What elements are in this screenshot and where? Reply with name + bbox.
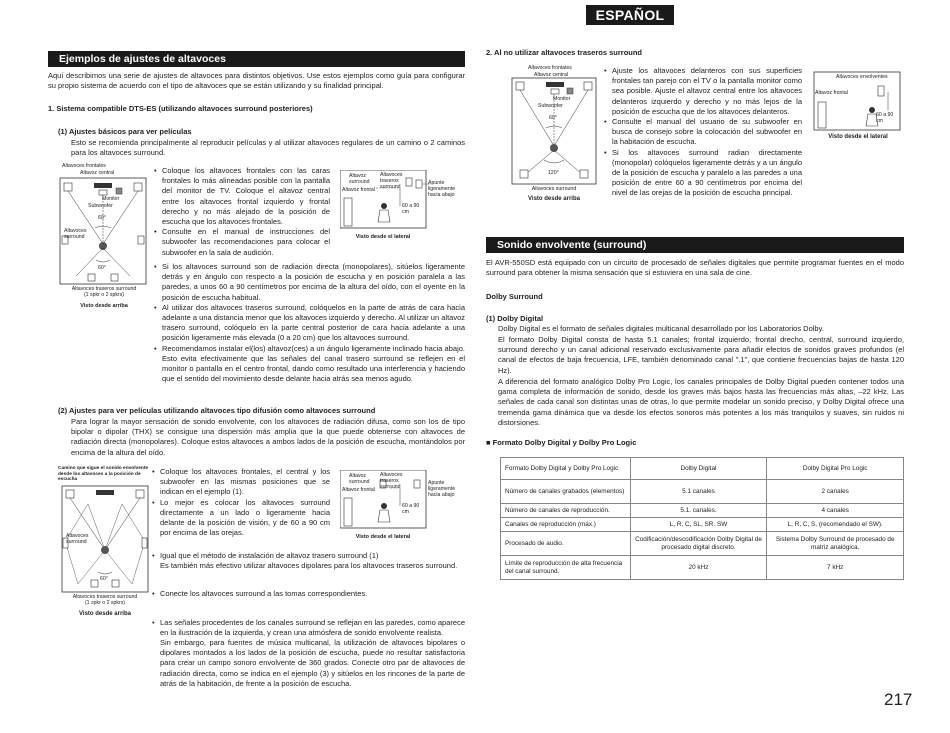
label-monitor: Monitor [102, 196, 120, 202]
label-front-speaker: Altavoz frontal [815, 90, 848, 96]
subsection-1b-title: (2) Ajustes para ver películas utilizando altavoces tipo difusión como altavoces surround [58, 406, 376, 415]
table-row [501, 532, 904, 556]
label-front-speakers: Altavoces frontales [528, 65, 572, 71]
label-front-speaker: Altavoz frontal [342, 487, 375, 493]
bullet-item: • Igual que el método de instalación de altavoz trasero surround (1) Es también más efectivo utilizar altavoces dipolares para los altavoces traseros surround. [152, 551, 465, 571]
table-row [501, 518, 904, 532]
label-sound-path: Camino que sigue el sonido envolvente desde los altavoces a la posición de escucha [58, 466, 149, 482]
figure-top-view-2 [58, 466, 152, 626]
bullet-item: • Coloque los altavoces frontales con las caras frontales lo más alineadas posible con la pantalla del monitor de TV. Coloque el altavoz central entre los altavoces frontal izquierdo y frontal derecho y no más alejado de la posición de escucha que los altavoces frontales. [154, 166, 330, 227]
label-subwoofer: Subwoofer [538, 103, 563, 109]
section-header-surround: Sonido envolvente (surround) [486, 237, 904, 253]
bullet-item: • Si los altavoces surround son de radiación directa (monopolares), sitúelos ligeramente detrás y en ángulo con respecto a la posición de escucha y en posición paralela a las paredes, a unos 60 a 90 centímetros por encima de la altura del oído, con el oyente en la posición de escucha habitual. [154, 262, 465, 303]
square-bullet-icon: ■ [486, 438, 491, 447]
label-surround-speakers: Altavoces envolventes [836, 74, 888, 80]
bullet-item: • Lo mejor es colocar los altavoces surround directamente a un lado o ligeramente hacia delante de la posición de visión, y de 60 a 90 cm por encima de las orejas. [152, 498, 330, 539]
label-aim-down: Apunte ligeramente hacia abajo [428, 480, 456, 498]
bullet-list-2 [604, 66, 802, 199]
bullet-item: • Al utilizar dos altavoces traseros surround, colóquelos en la parte de atrás de cara hacia adelante a una distancia menor que los altavoces izquierdo y derecho. Al utilizar un altavoz trasero surround, colóquelo en la parte central posterior de cara hacia adelante a una posición ligeramente más elevada (0 a 20 cm) que los altavoces surround. [154, 303, 465, 344]
bullet-list-1a-top [154, 166, 330, 258]
bullet-item: • Consulte el manual del usuario de su subwoofer en busca de consejo sobre la colocación del subwoofer en la habitación de escucha. [604, 117, 802, 148]
section-1-title: 1. Sistema compatible DTS-ES (utilizando altavoces surround posteriores) [48, 104, 313, 113]
bullet-item: • Las señales procedentes de los canales surround se reflejan en las paredes, como aparece en la ilustración de la izquierda, y crean una atmósfera de sonido envolvente realista. Sin embargo, para fuentes de música multicanal, la utilización de altavoces bipolares o dipolares montados a los lados de la posición de escucha, puede no resultar satisfactoria para crear un campo sonoro envolvente de 360 grados. Conecte otro par de altavoces de radiación directa, como se indica en el ejemplo (3) y sitúelos en los rincones de la parte de atrás de la habitación, de frente a la posición de escucha. [152, 618, 465, 689]
bullet-list-1b-bottom [152, 533, 465, 707]
table-header-cell: Formato Dolby Digital y Dolby Pro Logic [501, 458, 631, 480]
label-rear-surround-speakers: Altavoces traseros surround [380, 472, 403, 490]
label-rear-count: (1 spkr o 2 spkrs) [83, 292, 125, 298]
label-aim-down: Apunte ligeramente hacia abajo [428, 180, 456, 198]
subsection-1a-title: (1) Ajustes básicos para ver películas [58, 127, 192, 136]
subsection-1b-text: Para lograr la mayor sensación de sonido envolvente, con los altavoces de radiación difusa, como son los de tipo bipolar o dipolar (THX) se consigue una dispersión más amplia que la que puede obtenerse con altavoces de radiación directa (monopolares). Coloque estos altavoces a ambos lados de la posición de escucha, montándolos por encima de la altura del oído. [71, 417, 465, 457]
table-cell: Codificación/descodificación Dolby Digital de procesado digital discreto. [630, 532, 767, 556]
table-cell: Número de canales de reproducción. [501, 504, 631, 518]
dolby-digital-title: (1) Dolby Digital [486, 314, 544, 323]
table-row [501, 480, 904, 504]
table-cell: 2 canales [767, 480, 904, 504]
label-surround-speaker: Altavoz surround [349, 173, 370, 185]
figure-side-view-3 [812, 70, 904, 150]
intro-paragraph: Aquí describimos una serie de ajustes de altavoces para distintos objetivos. Use estos ejemplos como guía para configurar su propio sistema de acuerdo con el tipo de altavoces que se están utilizando y su finalidad principal. [48, 71, 465, 91]
table-cell: Procesado de audio. [501, 532, 631, 556]
table-cell: Número de canales grabados (elementos) [501, 480, 631, 504]
label-surround-speakers: Altavoces surround [66, 533, 89, 545]
caption-side-view-3: Visto desde el lateral [828, 134, 888, 140]
page-number: 217 [884, 690, 913, 709]
table-title-text: Formato Dolby Digital y Dolby Pro Logic [492, 438, 637, 447]
table-cell: 5.1. canales. [630, 504, 767, 518]
bullet-item: • Si los altavoces surround radian directamente (monopolar) colóquelos ligeramente detrás y a un ángulo de la posición de escucha y paralelo a las paredes a una posición de entre 60 a 90 centímetros por encima del nivel de las orejas de la posición de escucha principal. [604, 148, 802, 199]
surround-intro: El AVR-550SD está equipado con un circuito de procesado de señales digitales que permite programar fuentes en el modo surround para obtener la misma sensación que si estuviera en una sala de cine. [486, 258, 904, 278]
label-center-speaker: Altavoz central [534, 72, 569, 78]
label-distance: 60 a 90 cm [402, 503, 420, 515]
bullet-item: • Conecte los altavoces surround a las tomas correspondientes. [152, 589, 465, 599]
table-cell: Límite de reproducción de alta frecuencia del canal surround. [501, 556, 631, 580]
figure-top-view-3 [510, 64, 598, 214]
bullet-list-1b-top [152, 467, 330, 538]
label-rear-surround-speakers: Altavoces traseros surround [380, 172, 403, 190]
bullet-item: • Consulte en el manual de instrucciones del subwoofer las recomendaciones para colocar el subwoofer en la sala de audición. [154, 227, 330, 258]
subsection-1a-text: Esto se recomienda principalmente al reproducir películas y al utilizar altavoces regulares de un camino o 2 caminos para los altavoces surround. [71, 138, 465, 158]
table-header-cell: Dolby Digital Pro Logic [767, 458, 904, 480]
figure-side-view-1 [340, 170, 460, 250]
table-cell: 5.1 canales [630, 480, 767, 504]
label-surround-speakers: Altavoces surround [531, 186, 577, 192]
caption-top-view-3: Visto desde arriba [528, 196, 580, 202]
label-front-speakers: Altavoces frontales [62, 163, 106, 169]
label-center-speaker: Altavoz central [80, 170, 115, 176]
label-subwoofer: Subwoofer [88, 203, 113, 209]
table-row [501, 556, 904, 580]
table-cell: 4 canales [767, 504, 904, 518]
table-cell: L, R, C, S, (recomendado el SW). [767, 518, 904, 532]
dolby-digital-text-1: Dolby Digital es el formato de señales digitales multicanal desarrollado por los Laboratorios Dolby. [498, 324, 824, 333]
section-2-title: 2. Al no utilizar altavoces traseros surround [486, 48, 643, 57]
bullet-item: • Ajuste los altavoces delanteros con sus superficies frontales tan parejo con el TV o la pantalla monitor como sea posible. Ajuste el altavoz central entre los altavoces delanteros izquierdo y derecho y no más lejos de la posición de escucha que de los altavoces delanteros. [604, 66, 802, 117]
table-header-row [501, 458, 904, 480]
bullet-list-1a-bottom [154, 262, 465, 384]
table-cell: 7 kHz [767, 556, 904, 580]
caption-side-view-1: Visto desde el lateral [355, 234, 411, 240]
label-distance: 60 a 90 cm [402, 203, 420, 215]
label-rear-surround: Altavoces traseros surround [72, 594, 138, 600]
bullet-item: • Coloque los altavoces frontales, el central y los subwoofer en las mismas posiciones que se indican en el ejemplo (1). [152, 467, 330, 498]
language-tab: ESPAÑOL [586, 5, 674, 25]
dolby-comparison-table [500, 457, 904, 580]
label-distance: 60 a 90 cm [876, 112, 894, 124]
table-cell: L, R, C, SL, SR. SW [630, 518, 767, 532]
figure-top-view-1 [58, 162, 150, 322]
label-rear-count: (1 spkr o 2 spkrs) [84, 600, 126, 606]
label-monitor: Monitor [553, 96, 571, 102]
label-angle-60: 60° [100, 576, 108, 582]
table-title [486, 438, 886, 448]
label-angle-60: 60° [549, 115, 557, 121]
table-header-cell: Dolby Digital [630, 458, 767, 480]
caption-top-view-1: Visto desde arriba [80, 303, 128, 309]
caption-top-view-2: Visto desde arriba [79, 611, 131, 617]
table-row [501, 504, 904, 518]
table-cell: Canales de reproducción (máx.) [501, 518, 631, 532]
label-surround-speakers: Altavoces surround [64, 228, 87, 240]
table-cell: 20 kHz [630, 556, 767, 580]
label-front-speaker: Altavoz frontal [342, 187, 375, 193]
dolby-digital-text-2: El formato Dolby Digital consta de hasta 5.1 canales; frontal izquierdo, frontal drecho, central, surround izquierdo, surround derecho y un canal adicional reservado exclusivamente para añadir efectos de sonidos graves profundos (el canal de efectos de baja frecuencia, LFE, también denominado canal ".1", que contiene frecuencias bajas de hasta 120 Hz). [498, 335, 904, 375]
dolby-digital-text-3: A diferencia del formato analógico Dolby Pro Logic, los canales principales de Dolby Digital pueden contener todos una gama completa de información de sonido, desde los graves más bajos hasta las frecuencias más altas, –22 kHz. Las señales de cada canal son distintas unas de otras, lo que permite modelar un sonido preciso, y Dolby Digital ofrece una tremenda gama dinámica que va desde los efectos sonoros más potentes a los más tranquilos y suaves, sin ruidos ni distorsiones. [498, 377, 904, 427]
label-angle-120: 120° [548, 170, 559, 176]
label-surround-speaker: Altavoz surround [349, 473, 370, 485]
label-angle-60-rear: 60° [98, 265, 106, 271]
bullet-item: • Recomendamos instalar el(los) altavoz(ces) a un ángulo ligeramente inclinado hacia abajo. Esto evita efectivamente que las señales del canal trasero surround se reflejen en el monitor o pantalla en el centro frontal, dando como resultado una interferencia y haciendo que el sentido del movimiento desde delante hacia atrás sea menos agudo. [154, 344, 465, 385]
table-cell: Sistema Dolby Surround de procesado de matriz analógica. [767, 532, 904, 556]
label-rear-surround: Altavoces traseros surround [71, 286, 137, 292]
dolby-surround-title: Dolby Surround [486, 292, 543, 301]
section-header-speaker-examples: Ejemplos de ajustes de altavoces [48, 51, 465, 67]
label-angle-60-front: 60° [98, 215, 106, 221]
caption-side-view-2: Visto desde el lateral [355, 534, 411, 540]
